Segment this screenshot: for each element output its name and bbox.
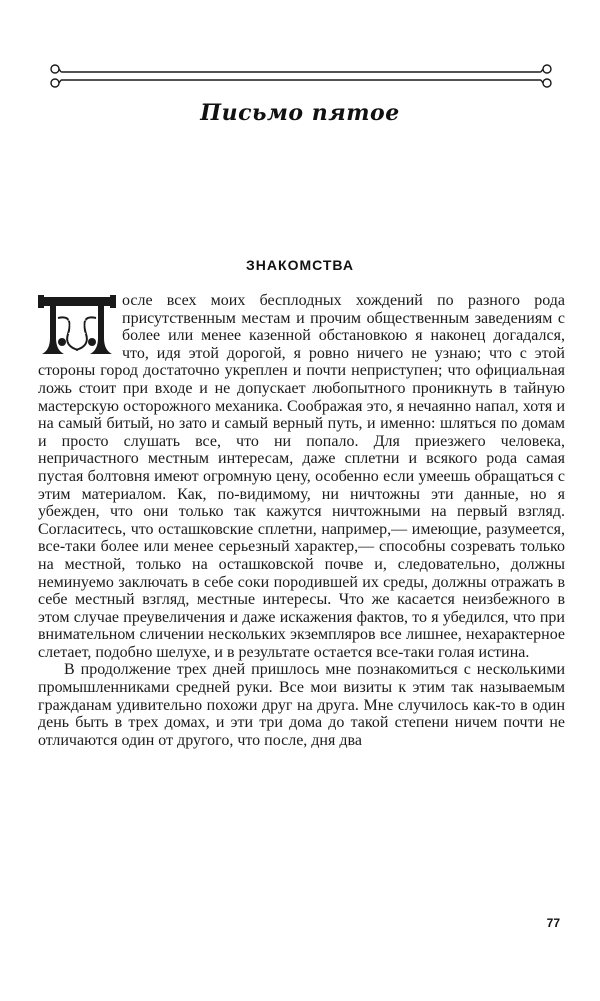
- paragraph-2: В продолжение трех дней пришлось мне познакомиться с несколькими промышленниками средней руки. Все мои визиты к этим так называемым гражданам удивительно похожи друг на друга. Мне случилось как-то в один день быть в трех домах, и эти три дома до такой степени ничем почти не отличаются один от другого, что после, дня два: [38, 661, 565, 749]
- page-number: 77: [546, 916, 560, 930]
- decorative-rule: [48, 64, 554, 88]
- drop-cap-letter: П: [67, 315, 87, 339]
- chapter-title: Письмо пятое: [200, 100, 400, 126]
- drop-cap-ornament: [38, 294, 116, 360]
- paragraph-1: осле всех моих бесплодных хождений по разного рода присутственным местам и прочим общественным заведениям с более или менее казенной обстановкою я наконец догадался, что, идя этой дорогой, я ровно ничего не узнаю; что с этой стороны город достаточно укреплен и почти неприступен; что официальная ложь стоит при входе и не допускает любопытного проникнуть в тайную мастерскую осторожного механика. Соображая это, я нечаянно напал, хотя и на самый битый, но зато и самый верный путь, и именно: шляться по домам и просто слушать все, что ни попало. Для приезжего человека, непричастного местным интересам, даже сплетни и всякого рода самая пустая болтовня имеют огромную цену, особенно если умеешь обращаться с этим материалом. Как, по-видимому, ни ничтожны эти данные, но я убежден, что они только так кажутся ничтожными на первый взгляд. Согласитесь, что осташковские сплетни, например,— имеющие, разумеется, все-таки более или менее серьезный характер,— способны созревать только на местной, только на осташковской почве и, следовательно, должны неминуемо заключать в себе соки породившей их среды, должны отражать в себе местный взгляд, местные интересы. Что же касается неизбежного в этом случае преувеличения и даже искажения фактов, то я убедился, что при внимательном сличении нескольких экземпляров все лишнее, нехарактерное слетает, подобно шелухе, и в результате остается все-таки голая истина.: [38, 292, 565, 661]
- section-heading: ЗНАКОМСТВА: [246, 257, 354, 273]
- body-text: [38, 292, 565, 749]
